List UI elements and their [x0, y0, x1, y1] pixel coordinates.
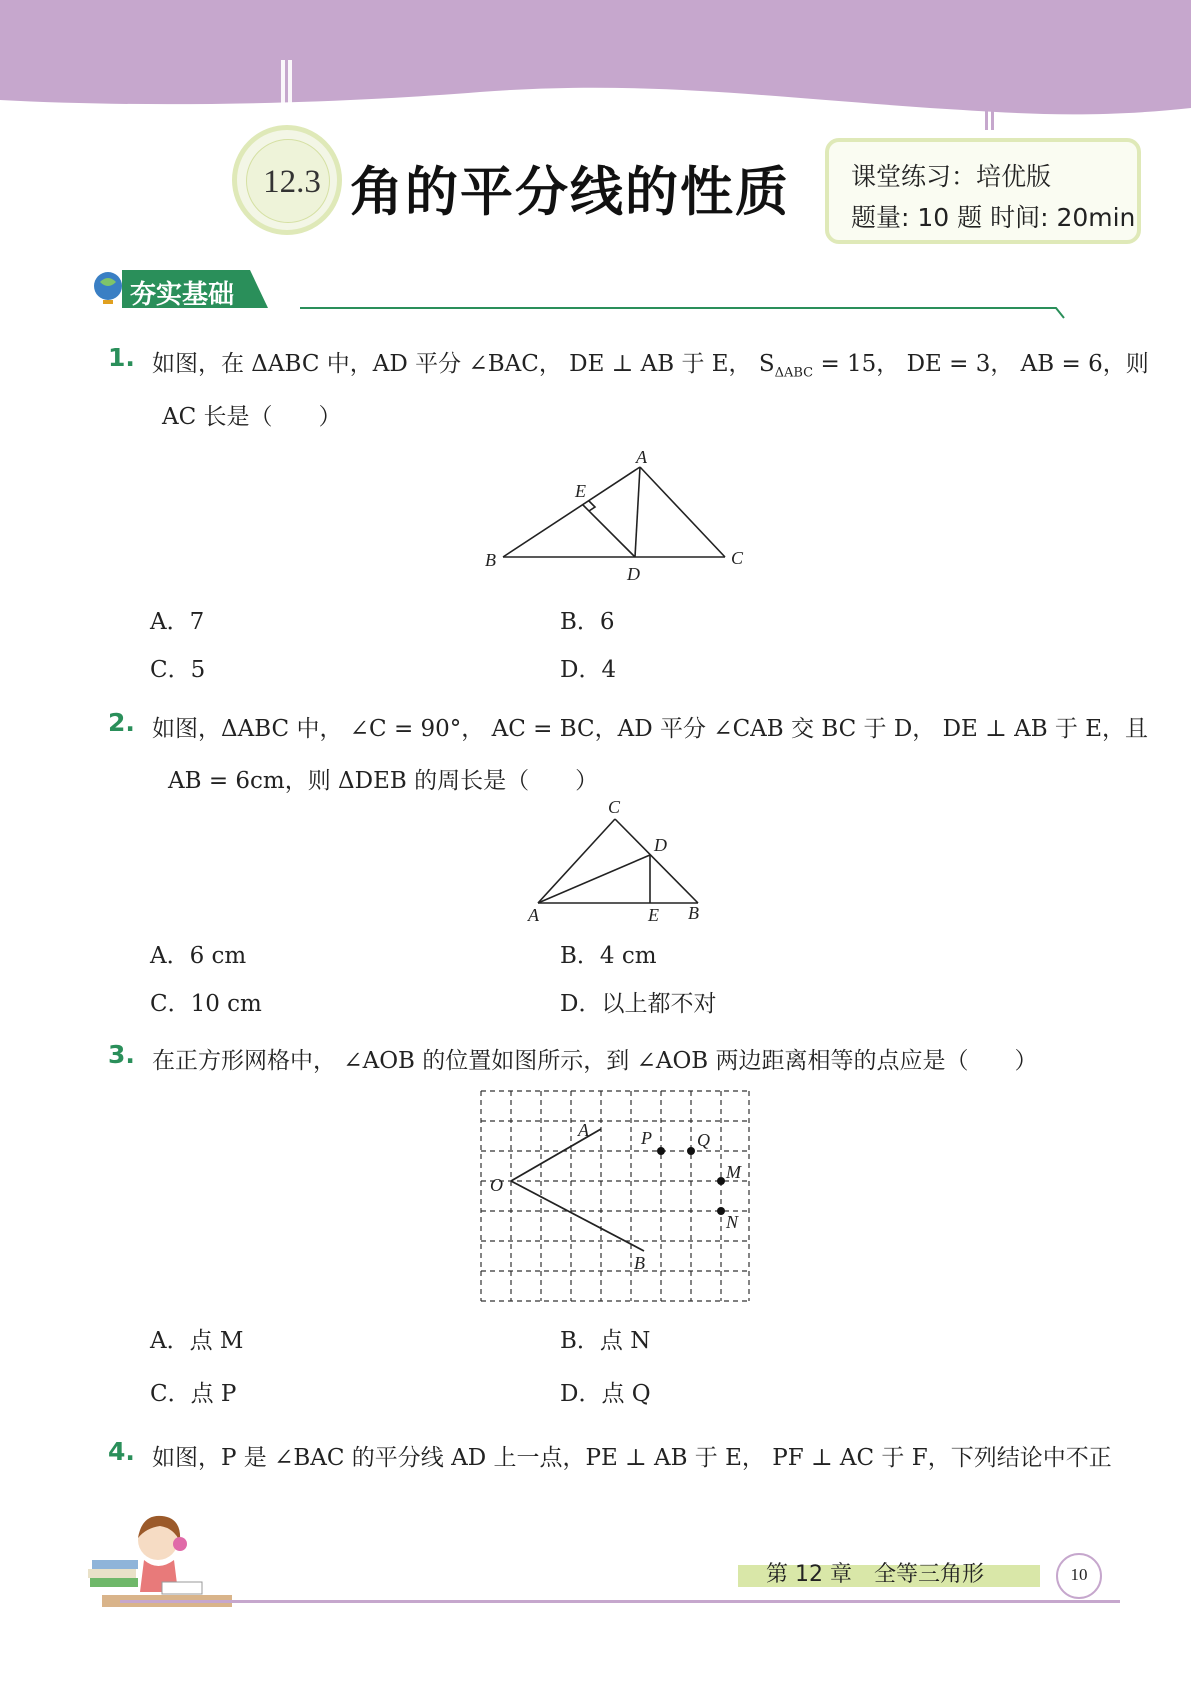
option-b[interactable]: B．6: [560, 609, 615, 635]
option-b[interactable]: B．4 cm: [560, 943, 657, 969]
question-text: 如图，ΔABC 中， ∠C = 90°， AC = BC，AD 平分 ∠CAB 交 BC 于 D， DE ⊥ AB 于 E，且: [152, 716, 1149, 742]
grid-figure: [478, 1088, 754, 1306]
chapter-label: 第 12 章 全等三角形: [766, 1562, 984, 1587]
question-text: AC 长是（ ）: [162, 404, 342, 430]
figure-label: B: [485, 550, 496, 570]
section-number-badge: [232, 125, 342, 235]
figure-label: B: [634, 1253, 645, 1273]
student-illustration: [82, 1500, 232, 1615]
option-d[interactable]: D．4: [560, 657, 617, 683]
figure-label: E: [575, 481, 586, 501]
option-a[interactable]: A．点 M: [150, 1328, 244, 1354]
option-c[interactable]: C．5: [150, 657, 206, 683]
figure-label: A: [636, 447, 647, 467]
figure-label: C: [608, 797, 621, 817]
question-number: 4.: [108, 1437, 135, 1466]
figure-label: C: [731, 548, 744, 568]
option-c[interactable]: C．点 P: [150, 1381, 237, 1407]
figure-label: N: [726, 1212, 739, 1232]
question-text: 如图，P 是 ∠BAC 的平分线 AD 上一点，PE ⊥ AB 于 E， PF ⊥ AC 于 F，下列结论中不正: [152, 1445, 1112, 1471]
option-d[interactable]: D．点 Q: [560, 1381, 651, 1407]
section-label-banner: [90, 264, 1070, 326]
figure-label: D: [627, 564, 640, 580]
question-text: AB = 6cm，则 ΔDEB 的周长是（ ）: [168, 768, 599, 794]
option-a[interactable]: A．7: [150, 609, 205, 635]
figure-label: M: [726, 1162, 741, 1182]
option-c[interactable]: C．10 cm: [150, 991, 262, 1017]
figure-label: Q: [697, 1130, 710, 1150]
page-title: 角的平分线的性质: [350, 162, 790, 223]
practice-info-box: [825, 138, 1141, 244]
practice-type: 课堂练习：培优版: [851, 162, 1052, 191]
page-number: 10: [1070, 1565, 1088, 1584]
section-number: 12.3: [263, 164, 321, 200]
option-a[interactable]: A．6 cm: [150, 943, 247, 969]
figure-label: A: [578, 1120, 589, 1140]
page-number-badge: [1056, 1553, 1102, 1599]
figure-label: P: [641, 1128, 652, 1148]
figure-label: A: [528, 905, 539, 925]
right-triangle-figure: [520, 795, 720, 930]
header-band: [0, 0, 1191, 130]
figure-label: E: [648, 905, 659, 925]
question-number: 2.: [108, 708, 135, 737]
option-b[interactable]: B．点 N: [560, 1328, 651, 1354]
option-d[interactable]: D．以上都不对: [560, 991, 717, 1017]
question-text: 在正方形网格中， ∠AOB 的位置如图所示，到 ∠AOB 两边距离相等的点应是（ ）: [152, 1048, 1038, 1074]
triangle-figure: [475, 445, 755, 580]
figure-label: D: [654, 835, 667, 855]
figure-label: B: [688, 903, 699, 923]
question-number: 3.: [108, 1040, 135, 1069]
section-label: 夯实基础: [130, 280, 235, 310]
practice-quota: 题量: 10 题 时间: 20min: [851, 203, 1136, 232]
question-number: 1.: [108, 343, 135, 372]
footer-divider: [120, 1600, 1120, 1603]
figure-label: O: [490, 1175, 503, 1195]
question-text: 如图，在 ΔABC 中，AD 平分 ∠BAC， DE ⊥ AB 于 E， $S_{\Delta ABC} = 15$， DE = 3， AB = 6，则: [152, 351, 1149, 381]
